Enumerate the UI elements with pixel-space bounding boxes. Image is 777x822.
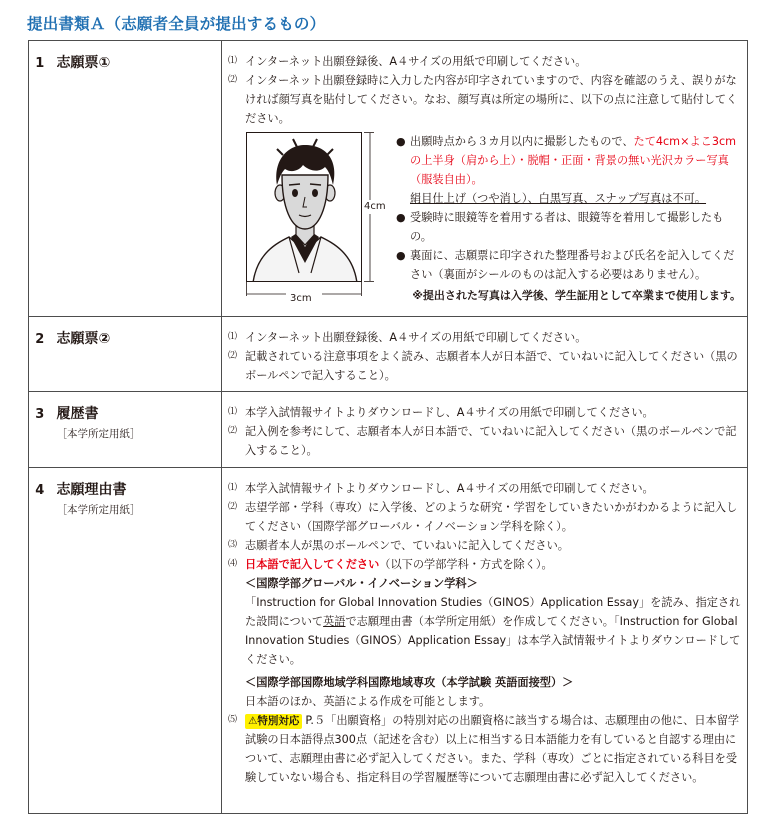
- list-item: ⑵ 志望学部・学科（専攻）に入学後、どのような研究・学習をしていきたいかがわかるように記入してください（国際学部グローバル・イノベーション学科を除く）。: [228, 501, 738, 533]
- list-item: ● 出願時点から３カ月以内に撮影したもので、たて4cm×よこ3cmの上半身（肩から上）・脱帽・正面・背景の無い光沢カラー写真（服装自由）。 絹目仕上げ（つや消し）、白黒写真、スナップ写真は不可。: [396, 132, 741, 208]
- document-name: 志願票②: [56, 331, 111, 347]
- document-name: 志願理由書: [56, 482, 127, 498]
- list-item: ⑵ 記入例を参考にして、志願者本人が日本語で、ていねいに記入してください（黒のボールペンで記入すること）。: [228, 425, 737, 457]
- photo-illustration: [244, 132, 394, 310]
- photo-notes: [394, 132, 741, 310]
- list-item: ⑴ 本学入試情報サイトよりダウンロードし、A４サイズの用紙で印刷してください。: [228, 482, 654, 495]
- bullet-icon: ●: [396, 249, 406, 262]
- document-name: 履歴書: [56, 406, 99, 422]
- list-item: ⑴ インターネット出願登録後、A４サイズの用紙で印刷してください。: [228, 55, 587, 68]
- ginos-block: [228, 574, 741, 669]
- regional-text: 日本語のほか、英語による作成を可能とします。: [245, 695, 491, 708]
- photo-frame: [246, 132, 362, 282]
- list-item: ⑵ 記載されている注意事項をよく読み、志願者本人が日本語で、ていねいに記入してください（黒のボールペンで記入すること）。: [228, 350, 738, 382]
- list-item: ● 裏面に、志願票に印字された整理番号および氏名を記入してください（裏面がシールのものは記入する必要はありません）。: [396, 246, 741, 284]
- list-item: ● 受験時に眼鏡等を着用する者は、眼鏡等を着用して撮影したもの。: [396, 208, 741, 246]
- table-row: [29, 41, 748, 317]
- list-item: ⑵ インターネット出願登録時に入力した内容が印字されていますので、内容を確認のうえ、誤りがなければ顔写真を貼付してください。なお、顔写真は所定の場所に、以下の点に注意して貼付してください。: [228, 74, 738, 125]
- table-row: [29, 468, 748, 814]
- list-item: ⑴ 本学入試情報サイトよりダウンロードし、A４サイズの用紙で印刷してください。: [228, 406, 654, 419]
- ginos-heading: ＜国際学部グローバル・イノベーション学科＞: [245, 577, 478, 590]
- row-number: 3: [29, 392, 51, 468]
- ginos-text: 「Instruction for Global Innovation Studies（GINOS）Application Essay」を読み、指定された設問について英語で志願理由書（本学所定用紙）を作成してください。「Instruction for Global Innovation Studies（GINOS）Application Essay」は本学入試情報サイトよりダウンロードしてください。: [245, 596, 741, 666]
- list-item: ⑸ ⚠特別対応 P.５「出願資格」の特別対応の出願資格に該当する場合は、志願理由の他に、日本留学試験の日本語得点300点（記述を含む）以上に相当する日本語能力を有していると自認する理由について、志願理由書に必ず記入してください。また、学科（専攻）ごとに指定されている科目を受験していない場合も、指定科目の学習履歴等について志願理由書に必ず記入してください。: [228, 714, 740, 784]
- list-item: ⑴ インターネット出願登録後、A４サイズの用紙で印刷してください。: [228, 331, 587, 344]
- photo-guideline: [244, 132, 741, 310]
- row-number: 2: [29, 317, 51, 392]
- row-number: 4: [29, 468, 51, 814]
- regional-block: [228, 673, 741, 711]
- bullet-icon: ●: [396, 135, 406, 148]
- photo-footnote: ※提出された写真は入学後、学生証用として卒業まで使用します。: [412, 289, 741, 302]
- width-label: 3cm: [290, 293, 312, 304]
- table-row: [29, 392, 748, 468]
- bullet-icon: ●: [396, 211, 406, 224]
- regional-heading: ＜国際学部国際地域学科国際地域専攻（本学試験 英語面接型）＞: [245, 676, 574, 689]
- height-label: 4cm: [364, 201, 386, 212]
- list-item: ⑷ 日本語で記入してください（以下の学部学科・方式を除く）。: [228, 558, 553, 571]
- row-number: 1: [29, 41, 51, 317]
- special-handling-badge: ⚠特別対応: [245, 714, 302, 729]
- list-item: ⑶ 志願者本人が黒のボールペンで、ていねいに記入してください。: [228, 539, 569, 552]
- document-note: ［本学所定用紙］: [56, 428, 141, 440]
- documents-table: [28, 40, 748, 814]
- table-row: [29, 317, 748, 392]
- document-name: 志願票①: [56, 55, 111, 71]
- section-heading: 提出書類Ａ（志願者全員が提出するもの）: [27, 15, 326, 33]
- document-note: ［本学所定用紙］: [56, 504, 141, 516]
- person-portrait-icon: [247, 133, 362, 282]
